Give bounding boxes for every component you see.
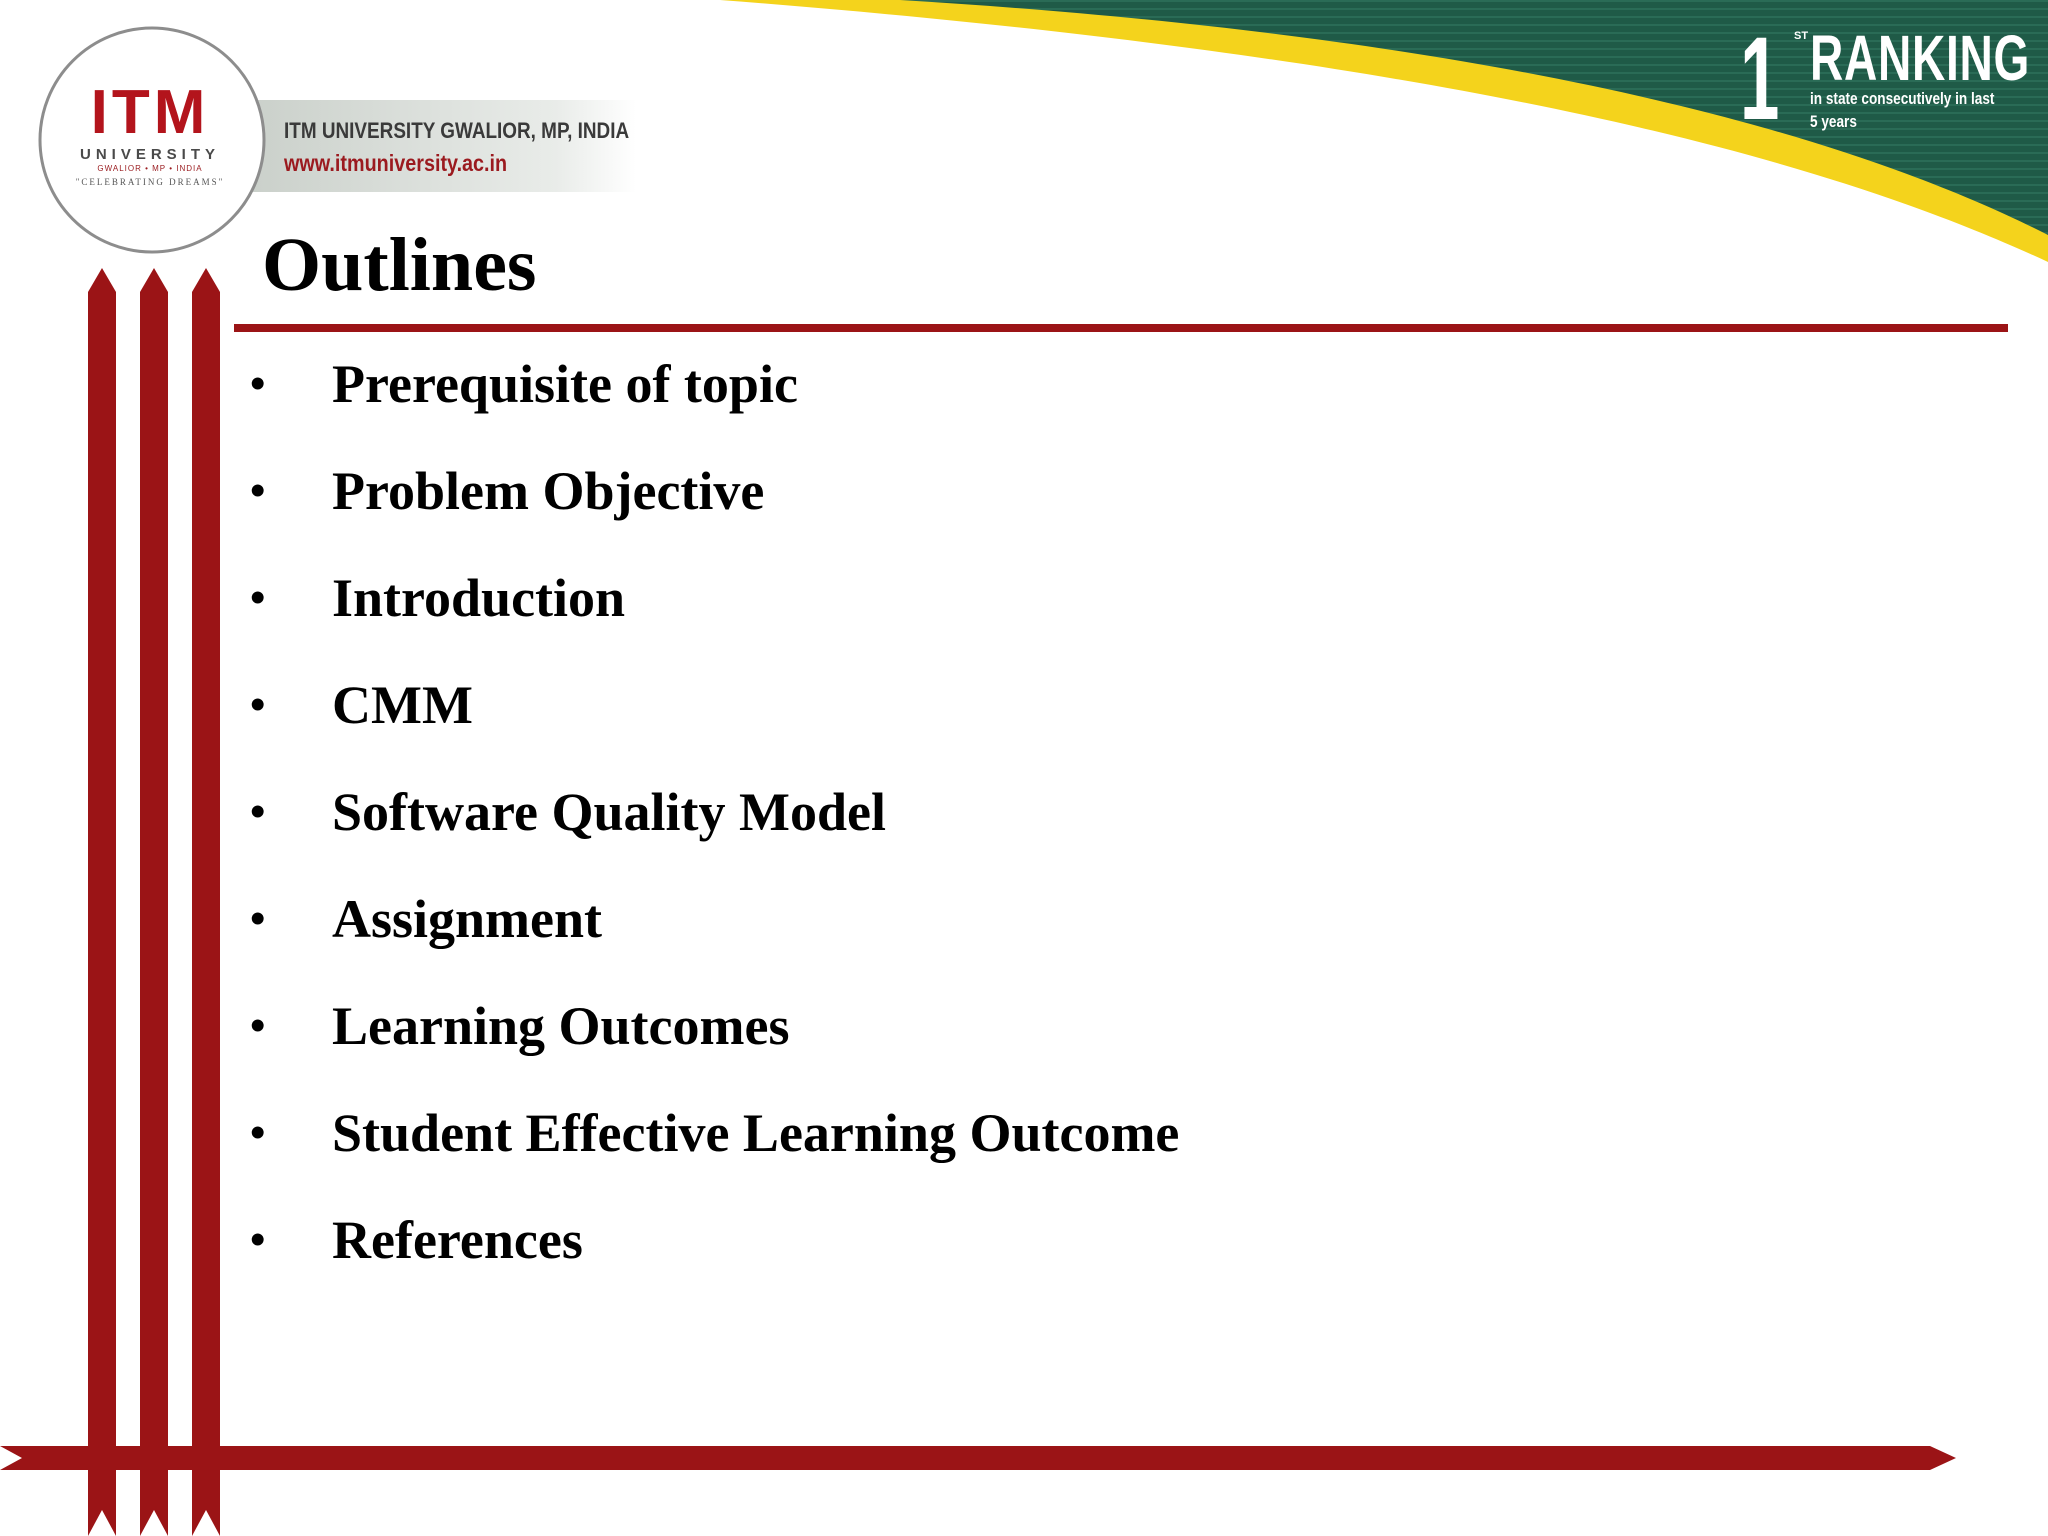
bullet-icon: •	[250, 787, 266, 836]
ranking-number: 1	[1740, 13, 1780, 145]
university-website: www.itmuniversity.ac.in	[284, 150, 508, 176]
outline-item	[250, 1079, 1179, 1186]
ranking-word: RANKING	[1810, 22, 2031, 94]
logo-location-text: GWALIOR • MP • INDIA	[97, 164, 203, 173]
bullet-icon: •	[250, 466, 266, 515]
logo-wordmark: ITM	[90, 78, 210, 147]
header-grey-band	[236, 100, 636, 192]
outline-item-text: CMM	[332, 674, 473, 735]
university-name: ITM UNIVERSITY GWALIOR, MP, INDIA	[284, 118, 630, 143]
outline-item	[250, 1186, 1179, 1293]
outline-item-text: References	[332, 1209, 583, 1270]
bullet-icon: •	[250, 1108, 266, 1157]
slide-title: Outlines	[262, 223, 537, 307]
bullet-icon: •	[250, 1001, 266, 1050]
outline-item-text: Prerequisite of topic	[332, 353, 798, 414]
bullet-icon: •	[250, 1215, 266, 1264]
bullet-icon: •	[250, 894, 266, 943]
logo-tagline: "CELEBRATING DREAMS"	[75, 177, 225, 187]
outline-item	[250, 758, 1179, 865]
logo-university-text: UNIVERSITY	[79, 146, 220, 163]
outline-item	[250, 651, 1179, 758]
outline-item	[250, 330, 1179, 437]
outline-item	[250, 865, 1179, 972]
outline-item-text: Introduction	[332, 567, 626, 628]
outline-item-text: Learning Outcomes	[332, 995, 790, 1056]
bottom-ribbon	[0, 1446, 1956, 1470]
ranking-suffix: ST	[1794, 30, 1809, 42]
bullet-icon: •	[250, 680, 266, 729]
outline-item-text: Assignment	[332, 888, 603, 949]
bullet-icon: •	[250, 359, 266, 408]
bullet-icon: •	[250, 573, 266, 622]
outline-item	[250, 972, 1179, 1079]
outline-item	[250, 437, 1179, 544]
outline-list	[250, 330, 1179, 1293]
ranking-subtitle-line1: in state consecutively in last	[1810, 89, 1995, 108]
outline-item-text: Software Quality Model	[332, 781, 886, 842]
left-ribbons	[88, 268, 220, 1536]
outline-item-text: Student Effective Learning Outcome	[332, 1102, 1180, 1163]
outline-item-text: Problem Objective	[332, 460, 765, 521]
ranking-subtitle-line2: 5 years	[1810, 112, 1857, 131]
outline-item	[250, 544, 1179, 651]
